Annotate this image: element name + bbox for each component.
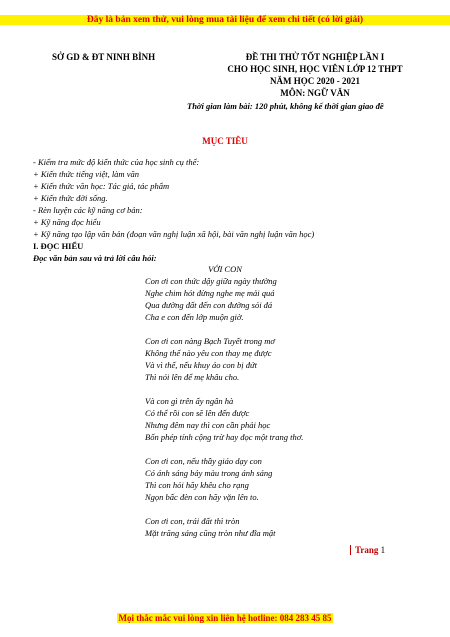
section-instruction: Đọc văn bản sau và trả lời câu hỏi:: [33, 253, 157, 263]
poem-line: Và vì thế, nếu khuy áo con bị đứt: [145, 360, 258, 370]
poem-line: Con ơi con, trái đất thì tròn: [145, 516, 240, 526]
objective-line: + Kiến thức đời sống.: [33, 193, 108, 203]
poem-title: VỚI CON: [208, 264, 242, 274]
school-year: NĂM HỌC 2020 - 2021: [270, 76, 360, 86]
section-heading: I. ĐỌC HIỂU: [33, 241, 84, 251]
poem-line: Qua đường đất đến con đường sỏi đá: [145, 300, 273, 310]
objective-line: - Kiểm tra mức độ kiến thức của học sinh cụ thể:: [33, 157, 200, 167]
poem-line: Thì nói lên để mẹ khâu cho.: [145, 372, 240, 382]
department-name: SỞ GD & ĐT NINH BÌNH: [52, 52, 156, 62]
objective-line: + Kiến thức văn học: Tác giả, tác phẩm: [33, 181, 170, 191]
poem-line: Ngọn bấc đèn con hãy vặn lên to.: [145, 492, 259, 502]
hotline-banner: [0, 613, 450, 623]
objective-line: + Kỹ năng tạo lập văn bản (đoạn văn nghị luận xã hội, bài văn nghị luận văn học): [33, 229, 315, 239]
poem-line: Con ơi con thức dậy giữa ngày thường: [145, 276, 277, 286]
objective-line: + Kỹ năng đọc hiểu: [33, 217, 101, 227]
exam-audience: CHO HỌC SINH, HỌC VIÊN LỚP 12 THPT: [227, 64, 403, 74]
poem-line: Cha e con đến lớp muộn giờ.: [145, 312, 244, 322]
page-number-value: 1: [380, 545, 386, 555]
preview-notice-text: Đây là bản xem thử, vui lòng mua tài liệu để xem chi tiết (có lời giải): [86, 15, 364, 25]
poem-line: Con ơi con, nếu thầy giáo dạy con: [145, 456, 262, 466]
exam-subject: MÔN: NGỮ VĂN: [280, 88, 350, 98]
poem-line: Và con gì trên ấy ngân hà: [145, 396, 234, 406]
preview-notice-banner: [0, 15, 450, 25]
objectives-title: MỤC TIÊU: [202, 136, 248, 146]
poem-line: Bốn phép tính cộng trừ hay đọc một trang thơ.: [145, 432, 304, 442]
page-number: [350, 545, 385, 555]
poem-line: Có ánh sáng bảy màu trong ánh sáng: [145, 468, 273, 478]
page-label: Trang: [355, 545, 379, 555]
poem-line: Con ơi con nàng Bạch Tuyết trong mơ: [145, 336, 275, 346]
poem-line: Không thể nào yêu con thay mẹ được: [145, 348, 272, 358]
poem-line: Nhưng đêm nay thì con cần phải học: [145, 420, 271, 430]
poem-line: Thì con hỏi hãy khêu cho rạng: [145, 480, 249, 490]
exam-time-note: Thời gian làm bài: 120 phút, không kể thời gian giao đề: [187, 101, 384, 111]
poem-line: Mặt trăng sáng cũng tròn như đĩa mật: [145, 528, 276, 538]
objective-line: - Rèn luyện các kỹ năng cơ bản:: [33, 205, 143, 215]
hotline-text: Mọi thắc mắc vui lòng xin liên hệ hotline: 084 283 45 85: [118, 613, 332, 623]
poem-line: Có thể rồi con sẽ lên đến được: [145, 408, 250, 418]
poem-line: Nghe chim hót đừng nghe mẹ mải quá: [145, 288, 275, 298]
objective-line: + Kiến thức tiếng việt, làm văn: [33, 169, 139, 179]
exam-title: ĐỀ THI THỬ TỐT NGHIỆP LẦN I: [245, 52, 385, 62]
